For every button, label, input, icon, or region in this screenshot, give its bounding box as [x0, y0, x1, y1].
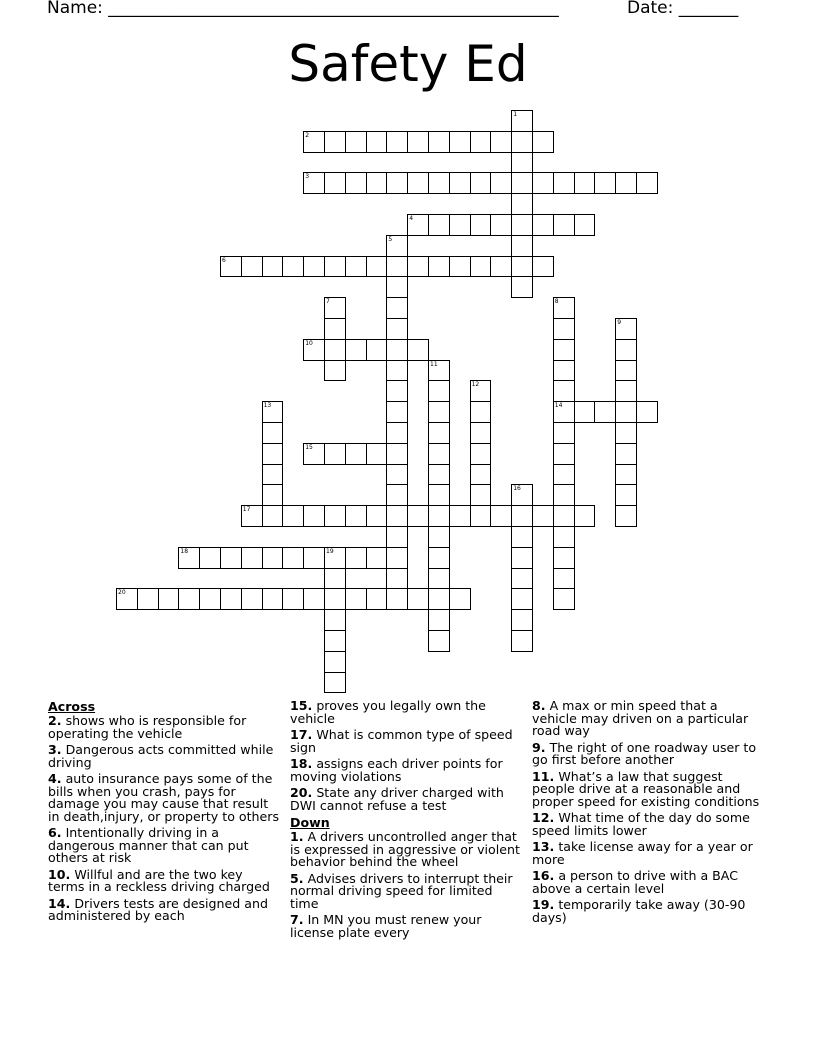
- grid-cell[interactable]: [470, 484, 492, 506]
- grid-cell[interactable]: [553, 443, 575, 465]
- clue-number: 11: [430, 360, 438, 368]
- grid-cell[interactable]: [324, 443, 346, 465]
- grid-cell[interactable]: [345, 131, 367, 153]
- grid-cell[interactable]: [407, 131, 429, 153]
- clue-text: What’s a law that suggest people drive at a reasonable and proper speed for existing conditions: [532, 768, 760, 809]
- clue-item: [48, 895, 282, 923]
- clue-number: 1: [513, 111, 518, 118]
- clue-item: [532, 739, 764, 767]
- grid-cell[interactable]: [428, 609, 450, 631]
- grid-cell[interactable]: [407, 588, 429, 610]
- grid-cell[interactable]: [594, 172, 616, 194]
- grid-cell[interactable]: [345, 256, 367, 278]
- grid-cell[interactable]: [386, 172, 408, 194]
- grid-cell[interactable]: [449, 172, 471, 194]
- clue-number: 19: [326, 547, 334, 555]
- grid-cell[interactable]: [428, 443, 450, 465]
- grid-cell[interactable]: [345, 339, 367, 361]
- clue-text: proves you legally own the vehicle: [290, 698, 486, 726]
- grid-cell[interactable]: [220, 547, 242, 569]
- clue-text: Advises drivers to interrupt their normal driving speed for limited time: [290, 870, 513, 911]
- grid-cell[interactable]: [324, 568, 346, 590]
- grid-cell[interactable]: [324, 318, 346, 340]
- grid-cell[interactable]: [303, 547, 325, 569]
- grid-cell[interactable]: [553, 401, 575, 423]
- grid-cell[interactable]: [386, 568, 408, 590]
- clue-number-label: 1.: [290, 829, 304, 844]
- grid-cell[interactable]: [366, 131, 388, 153]
- grid-cell[interactable]: [241, 547, 263, 569]
- grid-cell[interactable]: [303, 339, 325, 361]
- grid-cell[interactable]: [407, 505, 429, 527]
- grid-cell[interactable]: [594, 401, 616, 423]
- grid-cell[interactable]: [553, 422, 575, 444]
- grid-cell[interactable]: [282, 256, 304, 278]
- clue-item: [290, 831, 520, 869]
- grid-cell[interactable]: [386, 297, 408, 319]
- grid-cell[interactable]: [407, 214, 429, 236]
- grid-cell[interactable]: [386, 339, 408, 361]
- grid-cell[interactable]: [303, 505, 325, 527]
- grid-cell[interactable]: [303, 588, 325, 610]
- grid-cell[interactable]: [470, 214, 492, 236]
- grid-cell[interactable]: [386, 360, 408, 382]
- grid-cell[interactable]: [324, 588, 346, 610]
- clue-number-label: 12.: [532, 810, 555, 825]
- grid-cell[interactable]: [282, 505, 304, 527]
- grid-cell[interactable]: [220, 256, 242, 278]
- clue-item: [290, 787, 520, 812]
- grid-cell[interactable]: [386, 131, 408, 153]
- clue-text: The right of one roadway user to go first before another: [532, 739, 757, 767]
- clue-number-label: 17.: [290, 727, 313, 742]
- grid-cell[interactable]: [241, 256, 263, 278]
- grid-cell[interactable]: [428, 360, 450, 382]
- clue-number: 6: [222, 256, 226, 264]
- grid-cell[interactable]: [553, 318, 575, 340]
- grid-cell[interactable]: [386, 235, 408, 257]
- clue-item: [532, 841, 764, 866]
- clue-item: [290, 870, 520, 911]
- grid-cell[interactable]: [553, 547, 575, 569]
- grid-cell[interactable]: [490, 214, 512, 236]
- grid-cell[interactable]: [428, 256, 450, 278]
- clue-number-label: 2.: [48, 713, 62, 728]
- grid-cell[interactable]: [386, 588, 408, 610]
- grid-cell[interactable]: [324, 630, 346, 652]
- clue-number-label: 16.: [532, 868, 555, 883]
- grid-cell[interactable]: [553, 464, 575, 486]
- grid-cell[interactable]: [220, 588, 242, 610]
- clue-number: 3: [305, 173, 310, 181]
- clue-text: In MN you must renew your license plate every: [290, 912, 482, 940]
- grid-cell[interactable]: [158, 588, 180, 610]
- grid-cell[interactable]: [428, 380, 450, 402]
- clue-text: A drivers uncontrolled anger that is expressed in aggressive or violent behavior behind the wheel: [290, 829, 520, 869]
- grid-cell[interactable]: [386, 484, 408, 506]
- clue-number-label: 8.: [532, 698, 546, 713]
- grid-cell[interactable]: [553, 588, 575, 610]
- grid-cell[interactable]: [324, 547, 346, 569]
- grid-cell[interactable]: [449, 505, 471, 527]
- grid-cell[interactable]: [470, 256, 492, 278]
- clue-number: 10: [305, 339, 313, 347]
- grid-cell[interactable]: [470, 401, 492, 423]
- grid-cell[interactable]: [511, 505, 533, 527]
- grid-cell[interactable]: [470, 131, 492, 153]
- grid-cell[interactable]: [511, 588, 533, 610]
- grid-cell[interactable]: [324, 256, 346, 278]
- grid-cell[interactable]: [324, 609, 346, 631]
- grid-cell[interactable]: [262, 505, 284, 527]
- clue-number-label: 4.: [48, 771, 62, 786]
- clue-item: [532, 870, 764, 895]
- grid-cell[interactable]: [366, 505, 388, 527]
- clues-column-2: [290, 700, 520, 943]
- grid-cell[interactable]: [262, 464, 284, 486]
- clue-number: 18: [180, 547, 189, 555]
- grid-cell[interactable]: [511, 214, 533, 236]
- grid-cell[interactable]: [366, 443, 388, 465]
- grid-cell[interactable]: [345, 505, 367, 527]
- grid-cell[interactable]: [386, 464, 408, 486]
- clue-text: assigns each driver points for moving violations: [290, 756, 503, 784]
- grid-cell[interactable]: [532, 131, 554, 153]
- grid-cell[interactable]: [511, 484, 533, 506]
- clue-item: [532, 812, 764, 837]
- grid-cell[interactable]: [428, 505, 450, 527]
- grid-cell[interactable]: [428, 547, 450, 569]
- grid-cell[interactable]: [262, 256, 284, 278]
- clue-number: 15: [305, 443, 313, 451]
- grid-cell[interactable]: [345, 443, 367, 465]
- grid-cell[interactable]: [407, 172, 429, 194]
- grid-cell[interactable]: [178, 547, 200, 569]
- grid-cell[interactable]: [615, 318, 637, 340]
- grid-cell[interactable]: [428, 131, 450, 153]
- clue-item: [48, 773, 282, 823]
- grid-cell[interactable]: [386, 318, 408, 340]
- grid-cell[interactable]: [615, 505, 637, 527]
- grid-cell[interactable]: [490, 172, 512, 194]
- clue-number: 13: [263, 402, 272, 410]
- clue-item: [48, 866, 282, 894]
- grid-cell[interactable]: [282, 547, 304, 569]
- grid-cell[interactable]: [553, 526, 575, 548]
- clues-column-1: [48, 700, 282, 927]
- grid-cell[interactable]: [324, 672, 346, 694]
- grid-cell[interactable]: [470, 380, 492, 402]
- grid-cell[interactable]: [428, 214, 450, 236]
- clue-number: 20: [118, 589, 126, 597]
- date-field-label: Date: _______: [627, 0, 739, 18]
- grid-cell[interactable]: [386, 547, 408, 569]
- clue-text: auto insurance pays some of the bills when you crash, pays for damage you may cause that result in death,injury, or property to others: [48, 771, 280, 824]
- grid-cell[interactable]: [199, 588, 221, 610]
- grid-cell[interactable]: [345, 588, 367, 610]
- grid-cell[interactable]: [470, 505, 492, 527]
- grid-cell[interactable]: [615, 172, 637, 194]
- grid-cell[interactable]: [490, 256, 512, 278]
- grid-cell[interactable]: [511, 152, 533, 174]
- grid-cell[interactable]: [303, 256, 325, 278]
- grid-cell[interactable]: [386, 505, 408, 527]
- grid-cell[interactable]: [282, 588, 304, 610]
- across-heading: Across: [48, 699, 96, 714]
- grid-cell[interactable]: [262, 401, 284, 423]
- clue-item: [532, 899, 764, 924]
- clue-text: Drivers tests are designed and administered by each: [48, 895, 268, 923]
- grid-cell[interactable]: [199, 547, 221, 569]
- grid-cell[interactable]: [324, 297, 346, 319]
- grid-cell[interactable]: [511, 172, 533, 194]
- clue-text: State any driver charged with DWI cannot refuse a test: [290, 785, 504, 813]
- clue-text: A max or min speed that a vehicle may driven on a particular road way: [532, 698, 749, 738]
- grid-cell[interactable]: [366, 588, 388, 610]
- clue-number-label: 10.: [48, 866, 71, 882]
- across-clue-list: [48, 715, 282, 923]
- grid-cell[interactable]: [511, 547, 533, 569]
- grid-cell[interactable]: [386, 380, 408, 402]
- grid-cell[interactable]: [511, 193, 533, 215]
- clue-item: [290, 700, 520, 725]
- clue-number-label: 13.: [532, 839, 555, 854]
- grid-cell[interactable]: [262, 443, 284, 465]
- clue-number: 2: [305, 131, 310, 139]
- grid-cell[interactable]: [490, 505, 512, 527]
- clue-number-label: 19.: [532, 897, 555, 912]
- grid-cell[interactable]: [574, 172, 596, 194]
- down-clue-list-continued: [532, 700, 764, 924]
- grid-cell[interactable]: [615, 443, 637, 465]
- clue-number-label: 20.: [290, 785, 313, 800]
- clue-item: [532, 768, 764, 809]
- grid-cell[interactable]: [324, 172, 346, 194]
- grid-cell[interactable]: [428, 568, 450, 590]
- grid-cell[interactable]: [386, 256, 408, 278]
- clue-number: 16: [513, 485, 521, 493]
- grid-cell[interactable]: [449, 131, 471, 153]
- grid-cell[interactable]: [262, 547, 284, 569]
- grid-cell[interactable]: [553, 360, 575, 382]
- clue-number: 9: [617, 319, 622, 326]
- grid-cell[interactable]: [178, 588, 200, 610]
- grid-cell[interactable]: [366, 256, 388, 278]
- grid-cell[interactable]: [532, 256, 554, 278]
- clue-number-label: 15.: [290, 698, 313, 713]
- grid-cell[interactable]: [553, 484, 575, 506]
- grid-cell[interactable]: [345, 547, 367, 569]
- clue-number: 14: [554, 402, 563, 410]
- grid-cell[interactable]: [324, 505, 346, 527]
- grid-cell[interactable]: [241, 588, 263, 610]
- grid-cell[interactable]: [386, 526, 408, 548]
- grid-cell[interactable]: [303, 443, 325, 465]
- grid-cell[interactable]: [386, 401, 408, 423]
- clue-number-label: 5.: [290, 870, 304, 886]
- grid-cell[interactable]: [470, 443, 492, 465]
- clue-number: 5: [388, 235, 393, 243]
- grid-cell[interactable]: [553, 505, 575, 527]
- grid-cell[interactable]: [366, 172, 388, 194]
- clue-number: 4: [409, 215, 414, 222]
- grid-cell[interactable]: [615, 380, 637, 402]
- clue-text: shows who is responsible for operating the vehicle: [48, 713, 247, 741]
- clue-item: [290, 758, 520, 783]
- clue-text: Willful and are the two key terms in a reckless driving charged: [48, 866, 270, 894]
- grid-cell[interactable]: [407, 256, 429, 278]
- grid-cell[interactable]: [428, 630, 450, 652]
- clue-text: temporarily take away (30-90 days): [532, 897, 746, 925]
- clue-text: Dangerous acts committed while driving: [48, 742, 274, 770]
- grid-cell[interactable]: [511, 609, 533, 631]
- clue-number: 8: [554, 298, 559, 306]
- name-field-label: Name: _____________________________________________________: [47, 0, 559, 18]
- grid-cell[interactable]: [532, 505, 554, 527]
- grid-cell[interactable]: [574, 214, 596, 236]
- clue-number: 7: [326, 298, 330, 306]
- grid-cell[interactable]: [428, 464, 450, 486]
- grid-cell[interactable]: [428, 588, 450, 610]
- clue-number: 12: [471, 381, 480, 389]
- grid-cell[interactable]: [553, 339, 575, 361]
- grid-cell[interactable]: [470, 464, 492, 486]
- grid-cell[interactable]: [366, 547, 388, 569]
- grid-cell[interactable]: [262, 588, 284, 610]
- clue-number: 17: [242, 506, 251, 514]
- clue-number-label: 9.: [532, 739, 546, 755]
- grid-cell[interactable]: [574, 401, 596, 423]
- grid-cell[interactable]: [449, 214, 471, 236]
- grid-cell[interactable]: [511, 256, 533, 278]
- clue-text: take license away for a year or more: [532, 839, 753, 867]
- grid-cell[interactable]: [345, 172, 367, 194]
- grid-cell[interactable]: [511, 630, 533, 652]
- clue-number-label: 18.: [290, 756, 313, 771]
- grid-cell[interactable]: [574, 505, 596, 527]
- grid-cell[interactable]: [428, 526, 450, 548]
- clue-item: [290, 914, 520, 939]
- down-heading: Down: [290, 815, 330, 830]
- grid-cell[interactable]: [615, 339, 637, 361]
- grid-cell[interactable]: [262, 422, 284, 444]
- grid-cell[interactable]: [366, 339, 388, 361]
- clue-number-label: 14.: [48, 895, 71, 911]
- clue-item: [48, 715, 282, 740]
- grid-cell[interactable]: [553, 568, 575, 590]
- clue-number-label: 11.: [532, 768, 555, 784]
- grid-cell[interactable]: [449, 588, 471, 610]
- grid-cell[interactable]: [615, 360, 637, 382]
- grid-cell[interactable]: [428, 401, 450, 423]
- clue-item: [290, 729, 520, 754]
- grid-cell[interactable]: [324, 339, 346, 361]
- clue-item: [532, 700, 764, 738]
- grid-cell[interactable]: [615, 484, 637, 506]
- clue-text: What time of the day do some speed limits lower: [532, 810, 750, 838]
- grid-cell[interactable]: [428, 422, 450, 444]
- grid-cell[interactable]: [324, 131, 346, 153]
- grid-cell[interactable]: [615, 422, 637, 444]
- grid-cell[interactable]: [636, 401, 658, 423]
- grid-cell[interactable]: [116, 588, 138, 610]
- grid-cell[interactable]: [386, 422, 408, 444]
- down-clue-list: [290, 831, 520, 939]
- grid-cell[interactable]: [386, 276, 408, 298]
- clue-text: Intentionally driving in a dangerous manner that can put others at risk: [48, 825, 249, 865]
- grid-cell[interactable]: [449, 256, 471, 278]
- grid-cell[interactable]: [490, 131, 512, 153]
- grid-cell[interactable]: [553, 297, 575, 319]
- grid-cell[interactable]: [262, 484, 284, 506]
- grid-cell[interactable]: [137, 588, 159, 610]
- grid-cell[interactable]: [303, 172, 325, 194]
- grid-cell[interactable]: [511, 568, 533, 590]
- grid-cell[interactable]: [553, 380, 575, 402]
- grid-cell[interactable]: [386, 443, 408, 465]
- page-title: Safety Ed: [288, 35, 528, 93]
- clues-column-3: [532, 700, 764, 928]
- grid-cell[interactable]: [511, 131, 533, 153]
- grid-cell[interactable]: [303, 131, 325, 153]
- grid-cell[interactable]: [532, 172, 554, 194]
- grid-cell[interactable]: [428, 484, 450, 506]
- grid-cell[interactable]: [532, 214, 554, 236]
- grid-cell[interactable]: [511, 276, 533, 298]
- clue-item: [48, 744, 282, 769]
- grid-cell[interactable]: [553, 214, 575, 236]
- grid-cell[interactable]: [470, 422, 492, 444]
- grid-cell[interactable]: [407, 339, 429, 361]
- clue-number-label: 6.: [48, 825, 62, 840]
- grid-cell[interactable]: [511, 235, 533, 257]
- grid-cell[interactable]: [553, 172, 575, 194]
- grid-cell[interactable]: [428, 172, 450, 194]
- grid-cell[interactable]: [241, 505, 263, 527]
- grid-cell[interactable]: [324, 651, 346, 673]
- across-clue-list-continued: [290, 700, 520, 812]
- grid-cell[interactable]: [470, 172, 492, 194]
- clue-item: [48, 827, 282, 865]
- grid-cell[interactable]: [615, 464, 637, 486]
- clue-number-label: 7.: [290, 912, 304, 927]
- clue-text: What is common type of speed sign: [290, 727, 513, 755]
- clue-number-label: 3.: [48, 742, 62, 757]
- grid-cell[interactable]: [324, 360, 346, 382]
- grid-cell[interactable]: [511, 526, 533, 548]
- clue-text: a person to drive with a BAC above a certain level: [532, 868, 738, 896]
- grid-cell[interactable]: [511, 110, 533, 132]
- grid-cell[interactable]: [615, 401, 637, 423]
- grid-cell[interactable]: [636, 172, 658, 194]
